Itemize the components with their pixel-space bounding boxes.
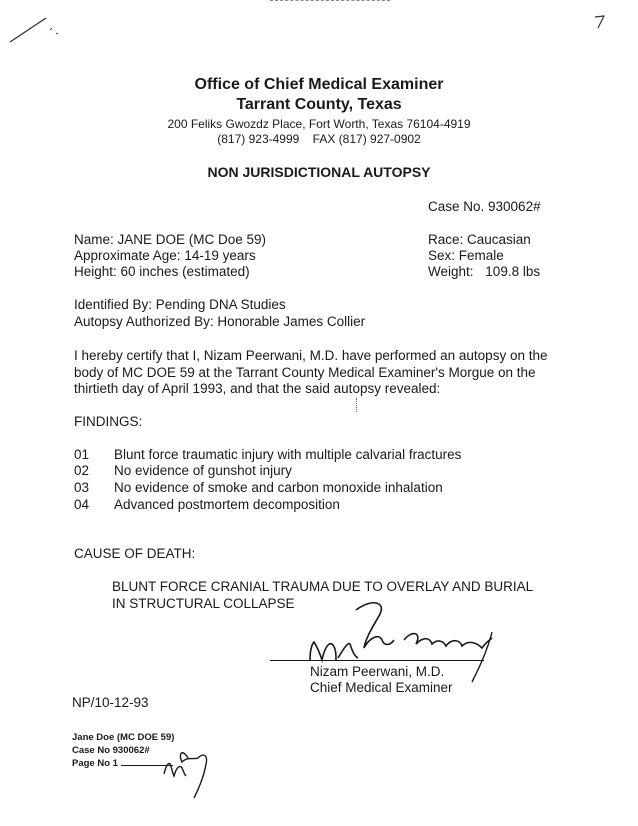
scan-top-line — [270, 0, 390, 1]
subject-sex: Sex: Female — [428, 248, 504, 263]
findings-heading: FINDINGS: — [74, 414, 143, 429]
certification-line-3: thirtieth day of April 1993, and that the said autopsy revealed: — [74, 381, 441, 396]
authorized-by: Autopsy Authorized By: Honorable James Collier — [74, 314, 366, 329]
footer-page-number: Page No 1 — [72, 757, 174, 770]
county-title: Tarrant County, Texas — [236, 96, 402, 113]
cause-of-death-heading: CAUSE OF DEATH: — [74, 546, 196, 561]
scan-mark-top-right — [592, 12, 612, 32]
office-phone-fax: (817) 923-4999 FAX (817) 927-0902 — [217, 132, 421, 146]
office-title: Office of Chief Medical Examiner — [194, 76, 444, 93]
footer-initials — [160, 736, 220, 806]
finding-number: 01 — [74, 447, 90, 462]
footer-case-name: Jane Doe (MC DOE 59) — [72, 732, 175, 743]
finding-number: 04 — [74, 497, 90, 512]
finding-text: No evidence of smoke and carbon monoxide inhalation — [114, 480, 443, 495]
identified-by: Identified By: Pending DNA Studies — [74, 297, 286, 312]
finding-item — [74, 447, 461, 462]
finding-text: No evidence of gunshot injury — [114, 463, 292, 478]
subject-race: Race: Caucasian — [428, 232, 531, 247]
office-address: 200 Feliks Gwozdz Place, Fort Worth, Texas 76104-4919 — [167, 117, 471, 131]
signer-name: Nizam Peerwani, M.D. — [310, 664, 445, 679]
finding-number: 03 — [74, 480, 90, 495]
certification-line-2: body of MC DOE 59 at the Tarrant County Medical Examiner's Morgue on the — [74, 365, 536, 380]
signature-line — [270, 660, 484, 661]
finding-item — [74, 497, 340, 512]
report-type-heading: NON JURISDICTIONAL AUTOPSY — [207, 164, 431, 180]
footer-case-number: Case No 930062# — [72, 745, 150, 756]
scan-mark-top-left — [6, 12, 76, 52]
certification-line-1: I hereby certify that I, Nizam Peerwani, M.D. have performed an autopsy on the — [74, 348, 548, 363]
finding-text: Advanced postmortem decomposition — [114, 497, 340, 512]
subject-weight — [428, 264, 540, 279]
finding-text: Blunt force traumatic injury with multiple calvarial fractures — [114, 447, 462, 462]
subject-name: Name: JANE DOE (MC Doe 59) — [74, 232, 267, 247]
initials-date: NP/10-12-93 — [72, 695, 149, 710]
scan-dotted-mark — [356, 398, 357, 412]
finding-item — [74, 480, 443, 495]
cause-line-2: IN STRUCTURAL COLLAPSE — [112, 596, 295, 611]
weight-value: 109.8 lbs — [485, 264, 541, 279]
finding-item — [74, 463, 292, 478]
cause-line-1: BLUNT FORCE CRANIAL TRAUMA DUE TO OVERLAY AND BURIAL — [112, 579, 534, 594]
case-number: Case No. 930062# — [428, 199, 541, 214]
weight-label: Weight: — [428, 264, 474, 279]
finding-number: 02 — [74, 463, 90, 478]
subject-age: Approximate Age: 14-19 years — [74, 248, 256, 263]
subject-height: Height: 60 inches (estimated) — [74, 264, 250, 279]
signer-title: Chief Medical Examiner — [310, 680, 453, 695]
